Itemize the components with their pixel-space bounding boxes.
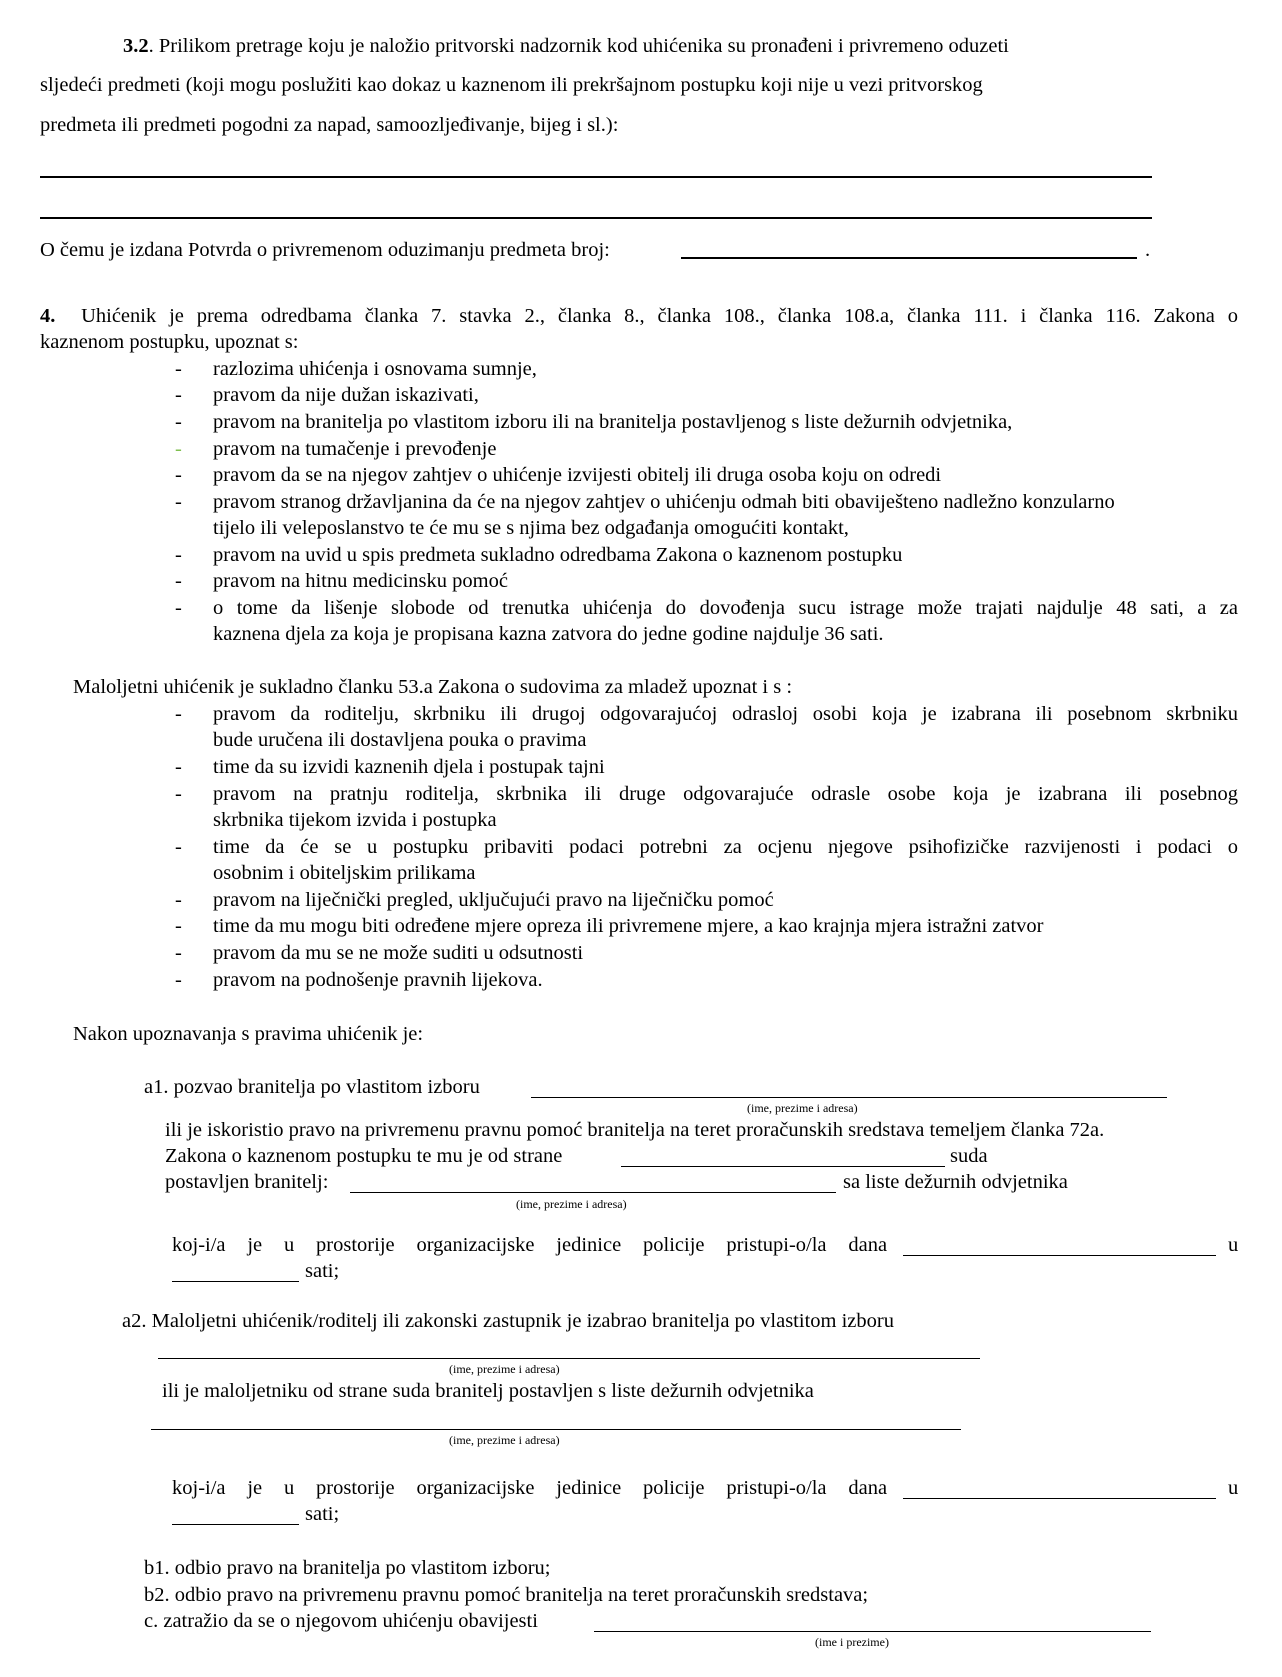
a2-time-field[interactable] [172, 1524, 299, 1525]
list-item: pravom da se na njegov zahtjev o uhićenje izvijesti obitelj ili druga osoba koju on odredi [213, 464, 942, 486]
a1-line-4-start: postavljen branitelj: [165, 1171, 329, 1193]
b1-option: b1. odbio pravo na branitelja po vlastitom izboru; [144, 1557, 551, 1579]
list-item: pravom na hitnu medicinsku pomoć [213, 570, 508, 592]
a2-arrival-text: koj-i/a je u prostorije organizacijske jedinice policije pristupi-o/la dana [172, 1477, 888, 1499]
section-4-intro-line-1: 4. Uhićenik je prema odredbama članka 7. stavka 2., članka 8., članka 108., članka 108.a, članka 111. i članka 116. Zakona o [40, 305, 1238, 327]
list-item: time da će se u postupku pribaviti podaci potrebni za ocjenu njegove psihofizičke razvijenosti i podaci o [213, 836, 1238, 858]
list-dash: - [175, 889, 182, 911]
after-rights-intro: Nakon upoznavanja s pravima uhićenik je: [73, 1023, 424, 1045]
list-item: time da su izvidi kaznenih djela i postupak tajni [213, 756, 605, 778]
a2-field-hint-2: (ime, prezime i adresa) [449, 1433, 560, 1447]
list-dash-green: - [175, 438, 182, 460]
c-field-hint: (ime i prezime) [815, 1635, 889, 1649]
a1-label: a1. pozvao branitelja po vlastitom izboru [144, 1076, 480, 1098]
list-item-cont: kaznena djela za koja je propisana kazna zatvora do jedne godine najdulje 36 sati. [213, 623, 884, 645]
list-item: pravom na podnošenje pravnih lijekova. [213, 969, 543, 991]
list-item-cont: bude uručena ili dostavljena pouka o pravima [213, 729, 587, 751]
notify-person-field[interactable] [594, 1631, 1151, 1632]
a1-line-3-start: Zakona o kaznenom postupku te mu je od strane [165, 1145, 563, 1167]
list-dash: - [175, 570, 182, 592]
a2-label: a2. Maloljetni uhićenik/roditelj ili zakonski zastupnik je izabrao branitelja po vlastitom izboru [122, 1310, 894, 1332]
a2-defender-field[interactable] [158, 1358, 980, 1359]
list-dash: - [175, 358, 182, 380]
section-number: 4. [40, 305, 56, 327]
list-dash: - [175, 836, 182, 858]
section-3-2-line-2: sljedeći predmeti (koji mogu poslužiti kao dokaz u kaznenom ili prekršajnom postupku koji nije u vezi pritvorskog [40, 74, 983, 96]
list-item-cont: osobnim i obiteljskim prilikama [213, 862, 476, 884]
list-dash: - [175, 915, 182, 937]
list-item-cont: skrbnika tijekom izvida i postupka [213, 809, 497, 831]
list-item: o tome da lišenje slobode od trenutka uhićenja do dovođenja sucu istrage može trajati najdulje 48 sati, a za [213, 597, 1238, 619]
list-item: pravom stranog državljanina da će na njegov zahtjev o uhićenju odmah biti obaviješteno nadležno konzularno [213, 491, 1115, 513]
list-dash: - [175, 783, 182, 805]
section-3-2-line-3: predmeta ili predmeti pogodni za napad, samoozljeđivanje, bijeg i sl.): [40, 114, 619, 136]
list-dash: - [175, 942, 182, 964]
a1-arrival-text: koj-i/a je u prostorije organizacijske jedinice policije pristupi-o/la dana [172, 1234, 888, 1256]
a1-field-hint-2: (ime, prezime i adresa) [516, 1197, 627, 1211]
court-field[interactable] [621, 1166, 945, 1167]
section-3-2-line-1: 3.2. Prilikom pretrage koju je naložio pritvorski nadzornik kod uhićenika su pronađeni i privremeno oduzeti [123, 35, 1009, 57]
list-item: razlozima uhićenja i osnovama sumnje, [213, 358, 537, 380]
a1-time-field[interactable] [172, 1281, 299, 1282]
minor-intro: Maloljetni uhićenik je sukladno članku 53.a Zakona o sudovima za mladež upoznat i s : [73, 676, 793, 698]
seized-items-field-2[interactable] [40, 217, 1152, 219]
list-dash: - [175, 491, 182, 513]
list-item-cont: tijelo ili veleposlanstvo te će mu se s njima bez odgađanja omogućiti kontakt, [213, 517, 849, 539]
c-option: c. zatražio da se o njegovom uhićenju obavijesti [144, 1610, 538, 1632]
a1-defender-field[interactable] [531, 1097, 1167, 1098]
list-item: pravom na liječnički pregled, uključujući pravo na liječničku pomoć [213, 889, 774, 911]
a2-appointed-field[interactable] [151, 1429, 961, 1430]
list-item: pravom da nije dužan iskazivati, [213, 384, 479, 406]
a1-line-4-end: sa liste dežurnih odvjetnika [843, 1171, 1068, 1193]
a2-line-2: ili je maloljetniku od strane suda branitelj postavljen s liste dežurnih odvjetnika [162, 1380, 814, 1402]
list-item: pravom da mu se ne može suditi u odsutnosti [213, 942, 584, 964]
list-dash: - [175, 969, 182, 991]
a2-date-field[interactable] [903, 1498, 1216, 1499]
a1-line-3-end: suda [950, 1145, 988, 1167]
receipt-period: . [1145, 239, 1151, 261]
list-dash: - [175, 756, 182, 778]
section-number: 3.2 [123, 35, 149, 57]
a1-field-hint: (ime, prezime i adresa) [747, 1101, 858, 1115]
list-dash: - [175, 597, 182, 619]
seized-items-field-1[interactable] [40, 176, 1152, 178]
a2-arrival-u: u [1228, 1477, 1239, 1499]
list-item: pravom da roditelju, skrbniku ili drugoj odgovarajućoj odrasloj osobi koja je izabrana ili posebnom skrbniku [213, 703, 1238, 725]
b2-option: b2. odbio pravo na privremenu pravnu pomoć branitelja na teret proračunskih sredstava; [144, 1584, 869, 1606]
list-item: pravom na branitelja po vlastitom izboru ili na branitelja postavljenog s liste dežurnih odvjetnika, [213, 411, 1013, 433]
receipt-label: O čemu je izdana Potvrda o privremenom oduzimanju predmeta broj: [40, 239, 610, 261]
list-item: time da mu mogu biti određene mjere opreza ili privremene mjere, a kao krajnja mjera istražni zatvor [213, 915, 1044, 937]
a2-field-hint: (ime, prezime i adresa) [449, 1362, 560, 1376]
a1-line-2: ili je iskoristio pravo na privremenu pravnu pomoć branitelja na teret proračunskih sredstava temeljem članka 72a. [165, 1119, 1105, 1141]
list-dash: - [175, 411, 182, 433]
list-dash: - [175, 703, 182, 725]
list-item: pravom na tumačenje i prevođenje [213, 438, 497, 460]
receipt-number-field[interactable] [681, 257, 1137, 259]
list-item: pravom na uvid u spis predmeta sukladno odredbama Zakona o kaznenom postupku [213, 544, 903, 566]
list-dash: - [175, 544, 182, 566]
a1-date-field[interactable] [903, 1255, 1216, 1256]
list-item: pravom na pratnju roditelja, skrbnika ili druge odgovarajuće odrasle osobe koja je izabrana ili posebnog [213, 783, 1238, 805]
section-4-intro-line-2: kaznenom postupku, upoznat s: [40, 331, 299, 353]
list-dash: - [175, 464, 182, 486]
appointed-defender-field[interactable] [350, 1192, 836, 1193]
a1-hours-label: sati; [305, 1260, 340, 1282]
a1-arrival-u: u [1228, 1234, 1239, 1256]
a2-hours-label: sati; [305, 1503, 340, 1525]
list-dash: - [175, 384, 182, 406]
